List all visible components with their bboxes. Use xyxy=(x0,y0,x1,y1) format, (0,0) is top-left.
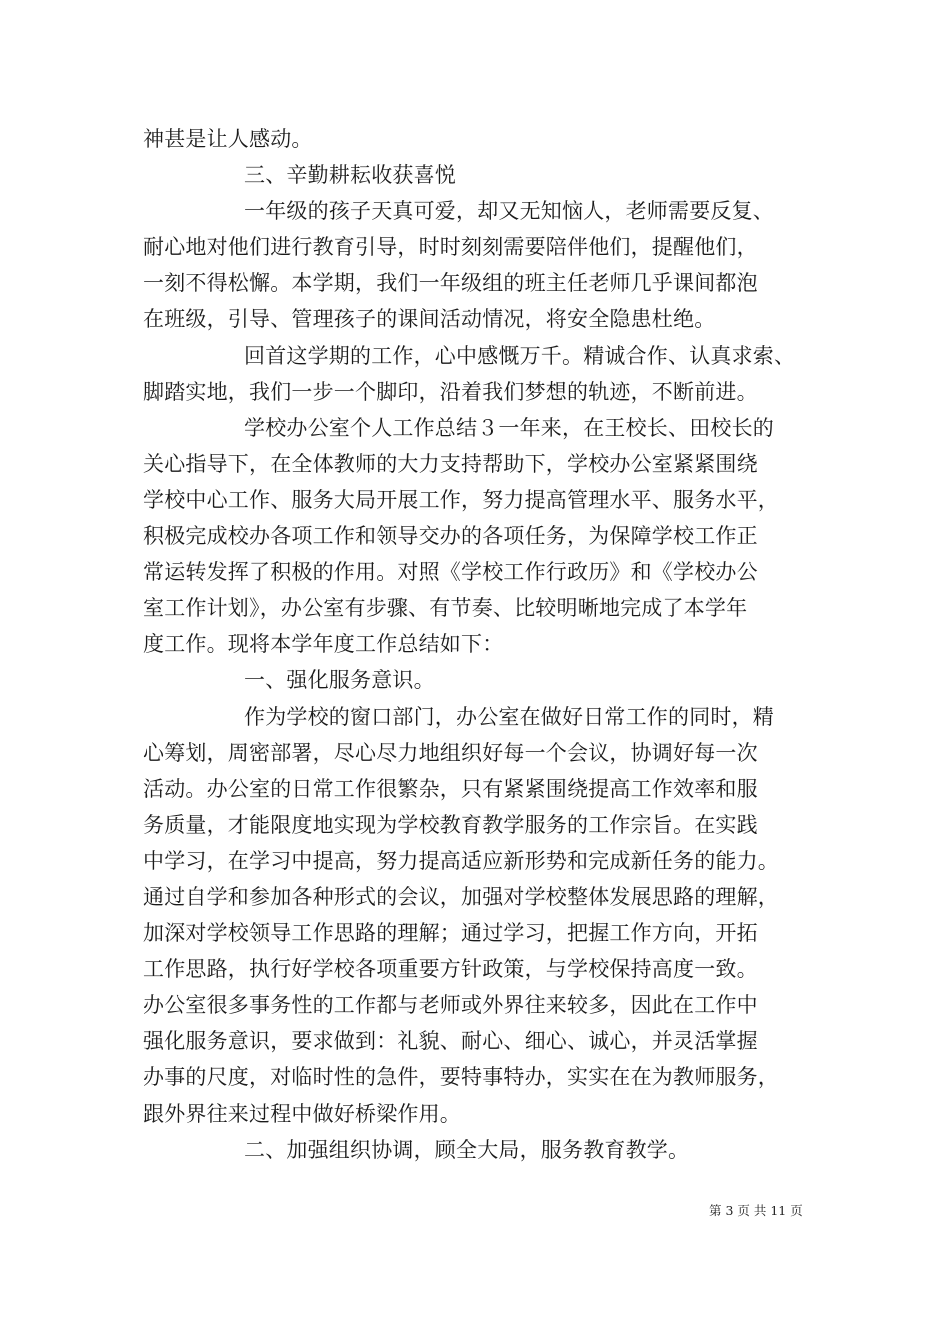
text-line: 在班级，引导、管理孩子的课间活动情况，将安全隐患杜绝。 xyxy=(143,307,716,332)
text-line: 二、加强组织协调，顾全大局，服务教育教学。 xyxy=(244,1137,690,1162)
text-line: 一年级的孩子天真可爱，却又无知恼人，老师需要反复、 xyxy=(244,199,774,224)
page-number: 第 3 页 共 11 页 xyxy=(709,1203,803,1218)
text-line: 回首这学期的工作，心中感慨万千。精诚合作、认真求索、 xyxy=(244,343,796,368)
text-line: 常运转发挥了积极的作用。对照《学校工作行政历》和《学校办公 xyxy=(143,560,758,585)
text-line: 作为学校的窗口部门，办公室在做好日常工作的同时，精 xyxy=(244,704,774,729)
text-line: 度工作。现将本学年度工作总结如下： xyxy=(143,632,504,657)
text-line: 学校中心工作、服务大局开展工作，努力提高管理水平、服务水平， xyxy=(143,487,779,512)
text-line: 跟外界往来过程中做好桥梁作用。 xyxy=(143,1101,461,1126)
text-line: 工作思路，执行好学校各项重要方针政策，与学校保持高度一致。 xyxy=(143,957,758,982)
text-line: 室工作计划》，办公室有步骤、有节奏、比较明晰地完成了本学年 xyxy=(143,596,748,621)
text-line: 办事的尺度，对临时性的急件，要特事特办，实实在在为教师服务， xyxy=(143,1065,779,1090)
text-line: 一、强化服务意识。 xyxy=(244,668,435,693)
text-line: 活动。办公室的日常工作很繁杂，只有紧紧围绕提高工作效率和服 xyxy=(143,776,758,801)
text-line: 关心指导下，在全体教师的大力支持帮助下，学校办公室紧紧围绕 xyxy=(143,451,758,476)
text-line: 三、辛勤耕耘收获喜悦 xyxy=(244,163,456,188)
text-line: 心筹划，周密部署，尽心尽力地组织好每一个会议，协调好每一次 xyxy=(143,740,758,765)
text-line: 中学习，在学习中提高，努力提高适应新形势和完成新任务的能力。 xyxy=(143,848,779,873)
text-line: 务质量，才能限度地实现为学校教育教学服务的工作宗旨。在实践 xyxy=(143,812,758,837)
text-line: 强化服务意识，要求做到：礼貌、耐心、细心、诚心，并灵活掌握 xyxy=(143,1029,758,1054)
text-line: 通过自学和参加各种形式的会议，加强对学校整体发展思路的理解， xyxy=(143,884,779,909)
text-line: 耐心地对他们进行教育引导，时时刻刻需要陪伴他们，提醒他们， xyxy=(143,235,758,260)
text-line: 加深对学校领导工作思路的理解；通过学习，把握工作方向，开拓 xyxy=(143,921,758,946)
text-line: 学校办公室个人工作总结３一年来，在王校长、田校长的 xyxy=(244,415,774,440)
text-line: 积极完成校办各项工作和领导交办的各项任务，为保障学校工作正 xyxy=(143,524,758,549)
text-line: 一刻不得松懈。本学期，我们一年级组的班主任老师几乎课间都泡 xyxy=(143,271,758,296)
document-body xyxy=(143,121,823,1168)
text-line: 脚踏实地，我们一步一个脚印，沿着我们梦想的轨迹，不断前进。 xyxy=(143,379,758,404)
text-line: 神甚是让人感动。 xyxy=(143,127,313,151)
text-line: 办公室很多事务性的工作都与老师或外界往来较多，因此在工作中 xyxy=(143,993,758,1018)
